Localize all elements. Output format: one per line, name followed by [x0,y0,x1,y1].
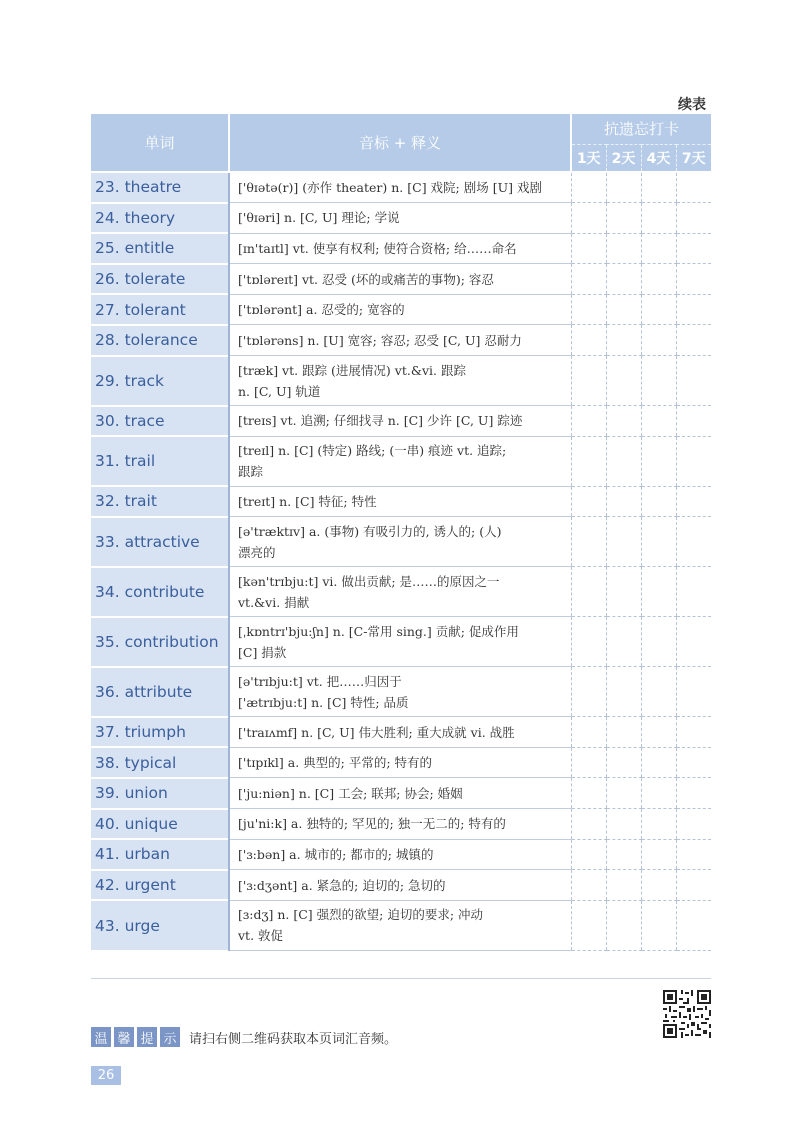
review-checkbox-cell[interactable] [571,517,606,567]
review-checkbox-cell[interactable] [571,356,606,406]
review-checkbox-cell[interactable] [641,325,676,356]
page-number: 26 [91,1066,121,1085]
review-checkbox-cell[interactable] [571,839,606,870]
review-checkbox-cell[interactable] [641,486,676,517]
table-row [91,870,711,901]
table-row [91,436,711,486]
review-checkbox-cell[interactable] [571,747,606,778]
definition-line: ['θɪətə(r)] (亦作 theater) n. [C] 戏院; 剧场 [U] 戏剧 [238,180,542,196]
review-checkbox-cell[interactable] [641,617,676,667]
definition-cell [229,778,571,809]
header-word: 单词 [91,114,229,172]
review-checkbox-cell[interactable] [676,900,711,950]
review-checkbox-cell[interactable] [606,778,641,809]
word-cell: 23. theatre [91,172,229,203]
review-checkbox-cell[interactable] [571,567,606,617]
table-row [91,747,711,778]
word-cell: 25. entitle [91,233,229,264]
word-cell: 32. trait [91,486,229,517]
review-checkbox-cell[interactable] [641,809,676,840]
definition-cell [229,900,571,950]
word-cell: 33. attractive [91,517,229,567]
review-checkbox-cell[interactable] [606,325,641,356]
word-cell: 42. urgent [91,870,229,901]
table-row [91,356,711,406]
word-cell: 29. track [91,356,229,406]
review-checkbox-cell[interactable] [606,870,641,901]
word-cell: 40. unique [91,809,229,840]
header-day-4: 4天 [641,144,676,172]
review-checkbox-cell[interactable] [571,436,606,486]
definition-cell [229,233,571,264]
word-cell: 26. tolerate [91,264,229,295]
review-checkbox-cell[interactable] [641,900,676,950]
table-row [91,406,711,437]
review-checkbox-cell[interactable] [606,809,641,840]
word-cell: 31. trail [91,436,229,486]
definition-cell [229,517,571,567]
review-checkbox-cell[interactable] [571,617,606,667]
review-checkbox-cell[interactable] [606,900,641,950]
table-row [91,809,711,840]
definition-cell [229,839,571,870]
review-checkbox-cell[interactable] [641,839,676,870]
definition-cell [229,436,571,486]
definition-line: ['tɒlərəns] n. [U] 宽容; 容忍; 忍受 [C, U] 忍耐力 [238,332,522,348]
definition-line: ['tɒləreɪt] vt. 忍受 (坏的或痛苦的事物); 容忍 [238,271,494,287]
word-cell: 27. tolerant [91,294,229,325]
definition-line: [treɪt] n. [C] 特征; 特性 [238,493,377,509]
definition-cell [229,667,571,717]
review-checkbox-cell[interactable] [606,406,641,437]
header-review: 抗遗忘打卡 [571,114,711,144]
definition-line: 漂亮的 [238,544,276,560]
definition-line: [C] 捐款 [238,644,287,660]
review-checkbox-cell[interactable] [606,717,641,748]
review-checkbox-cell[interactable] [606,264,641,295]
review-checkbox-cell[interactable] [606,294,641,325]
review-checkbox-cell[interactable] [641,436,676,486]
review-checkbox-cell[interactable] [606,667,641,717]
review-checkbox-cell[interactable] [676,172,711,203]
definition-line: [ə'trɪbju:t] vt. 把……归因于 [238,673,402,689]
review-checkbox-cell[interactable] [606,356,641,406]
review-checkbox-cell[interactable] [571,717,606,748]
table-row [91,486,711,517]
review-checkbox-cell[interactable] [606,517,641,567]
table-row [91,900,711,950]
definition-line: ['ætrɪbju:t] n. [C] 特性; 品质 [238,694,409,710]
table-row [91,667,711,717]
review-checkbox-cell[interactable] [606,747,641,778]
definition-line: [treɪs] vt. 追溯; 仔细找寻 n. [C] 少许 [C, U] 踪迹 [238,413,523,429]
definition-cell [229,870,571,901]
table-row [91,617,711,667]
definition-cell [229,294,571,325]
tip-label-char: 温 [91,1027,111,1047]
review-checkbox-cell[interactable] [676,233,711,264]
definition-cell [229,325,571,356]
definition-cell [229,356,571,406]
vocab-table [91,114,711,951]
review-checkbox-cell[interactable] [676,406,711,437]
review-checkbox-cell[interactable] [676,203,711,234]
review-checkbox-cell[interactable] [571,325,606,356]
word-cell: 34. contribute [91,567,229,617]
tip-bar [91,1027,397,1047]
review-checkbox-cell[interactable] [571,203,606,234]
review-checkbox-cell[interactable] [641,233,676,264]
definition-cell [229,203,571,234]
review-checkbox-cell[interactable] [571,294,606,325]
table-row [91,839,711,870]
header-phonetic-meaning: 音标 + 释义 [229,114,571,172]
definition-line: ['traɪʌmf] n. [C, U] 伟大胜利; 重大成就 vi. 战胜 [238,724,515,740]
review-checkbox-cell[interactable] [571,233,606,264]
review-checkbox-cell[interactable] [606,172,641,203]
table-row [91,233,711,264]
definition-cell [229,747,571,778]
review-checkbox-cell[interactable] [641,778,676,809]
definition-cell [229,264,571,295]
word-cell: 30. trace [91,406,229,437]
review-checkbox-cell[interactable] [676,264,711,295]
definition-line: [ə'træktɪv] a. (事物) 有吸引力的, 诱人的; (人) [238,523,502,539]
review-checkbox-cell[interactable] [676,870,711,901]
review-checkbox-cell[interactable] [606,617,641,667]
review-checkbox-cell[interactable] [676,567,711,617]
word-cell: 38. typical [91,747,229,778]
word-cell: 41. urban [91,839,229,870]
qr-code-icon[interactable] [661,988,713,1040]
review-checkbox-cell[interactable] [676,356,711,406]
tip-label-char: 示 [160,1027,180,1047]
definition-line: ['θɪəri] n. [C, U] 理论; 学说 [238,210,400,226]
review-checkbox-cell[interactable] [676,325,711,356]
word-cell: 37. triumph [91,717,229,748]
bottom-divider [91,978,711,979]
header-day-7: 7天 [676,144,711,172]
review-checkbox-cell[interactable] [676,809,711,840]
review-checkbox-cell[interactable] [606,486,641,517]
review-checkbox-cell[interactable] [571,870,606,901]
review-checkbox-cell[interactable] [676,486,711,517]
review-checkbox-cell[interactable] [641,264,676,295]
review-checkbox-cell[interactable] [641,406,676,437]
review-checkbox-cell[interactable] [606,567,641,617]
definition-line: [ˌkɒntrɪ'bju:ʃn] n. [C-常用 sing.] 贡献; 促成作用 [238,623,519,639]
word-cell: 39. union [91,778,229,809]
definition-line: [ɜ:dʒ] n. [C] 强烈的欲望; 迫切的要求; 冲动 [238,907,484,923]
definition-line: [treɪl] n. [C] (特定) 路线; (一串) 痕迹 vt. 追踪; [238,443,507,459]
definition-line: 跟踪 [238,464,264,480]
table-row [91,325,711,356]
review-checkbox-cell[interactable] [676,667,711,717]
definition-line: ['ɜ:bən] a. 城市的; 都市的; 城镇的 [238,846,434,862]
review-checkbox-cell[interactable] [676,778,711,809]
review-checkbox-cell[interactable] [676,747,711,778]
review-checkbox-cell[interactable] [676,436,711,486]
review-checkbox-cell[interactable] [641,356,676,406]
definition-line: ['ɜ:dʒənt] a. 紧急的; 迫切的; 急切的 [238,877,446,893]
definition-cell [229,486,571,517]
review-checkbox-cell[interactable] [571,900,606,950]
definition-line: [træk] vt. 跟踪 (进展情况) vt.&vi. 跟踪 [238,362,466,378]
definition-cell [229,809,571,840]
review-checkbox-cell[interactable] [676,294,711,325]
definition-line: vt.&vi. 捐献 [238,594,310,610]
review-checkbox-cell[interactable] [571,486,606,517]
header-day-2: 2天 [606,144,641,172]
review-checkbox-cell[interactable] [641,517,676,567]
review-checkbox-cell[interactable] [571,172,606,203]
review-checkbox-cell[interactable] [641,717,676,748]
continued-label: 续表 [678,97,706,113]
definition-cell [229,567,571,617]
word-cell: 24. theory [91,203,229,234]
word-cell: 28. tolerance [91,325,229,356]
definition-cell [229,717,571,748]
review-checkbox-cell[interactable] [606,436,641,486]
definition-cell [229,406,571,437]
review-checkbox-cell[interactable] [606,839,641,870]
review-checkbox-cell[interactable] [641,203,676,234]
word-cell: 35. contribution [91,617,229,667]
review-checkbox-cell[interactable] [676,517,711,567]
definition-line: ['tɒlərənt] a. 忍受的; 宽容的 [238,302,405,318]
tip-text: 请扫右侧二维码获取本页词汇音频。 [189,1031,398,1047]
review-checkbox-cell[interactable] [676,717,711,748]
word-cell: 36. attribute [91,667,229,717]
review-checkbox-cell[interactable] [571,778,606,809]
definition-line: [ɪn'taɪtl] vt. 使享有权利; 使符合资格; 给……命名 [238,240,517,256]
table-row [91,778,711,809]
tip-label-char: 提 [137,1027,157,1047]
definition-line: ['ju:niən] n. [C] 工会; 联邦; 协会; 婚姻 [238,785,463,801]
review-checkbox-cell[interactable] [606,233,641,264]
definition-line: vt. 敦促 [238,928,284,944]
definition-cell [229,617,571,667]
header-day-1: 1天 [571,144,606,172]
table-row [91,567,711,617]
review-checkbox-cell[interactable] [571,264,606,295]
definition-line: [ju'ni:k] a. 独特的; 罕见的; 独一无二的; 特有的 [238,816,506,832]
review-checkbox-cell[interactable] [676,839,711,870]
review-checkbox-cell[interactable] [676,617,711,667]
word-cell: 43. urge [91,900,229,950]
table-row [91,172,711,203]
definition-line: [kən'trɪbju:t] vi. 做出贡献; 是……的原因之一 [238,573,500,589]
table-row [91,717,711,748]
definition-cell [229,172,571,203]
vocab-rows [91,172,711,950]
definition-line: ['tɪpɪkl] a. 典型的; 平常的; 特有的 [238,755,433,771]
table-row [91,294,711,325]
review-checkbox-cell[interactable] [606,203,641,234]
tip-label-char: 馨 [114,1027,134,1047]
review-checkbox-cell[interactable] [641,172,676,203]
table-row [91,264,711,295]
review-checkbox-cell[interactable] [641,294,676,325]
review-checkbox-cell[interactable] [641,567,676,617]
review-checkbox-cell[interactable] [641,667,676,717]
table-row [91,517,711,567]
table-row [91,203,711,234]
review-checkbox-cell[interactable] [641,747,676,778]
review-checkbox-cell[interactable] [571,809,606,840]
definition-line: n. [C, U] 轨道 [238,383,321,399]
review-checkbox-cell[interactable] [571,667,606,717]
review-checkbox-cell[interactable] [571,406,606,437]
review-checkbox-cell[interactable] [641,870,676,901]
